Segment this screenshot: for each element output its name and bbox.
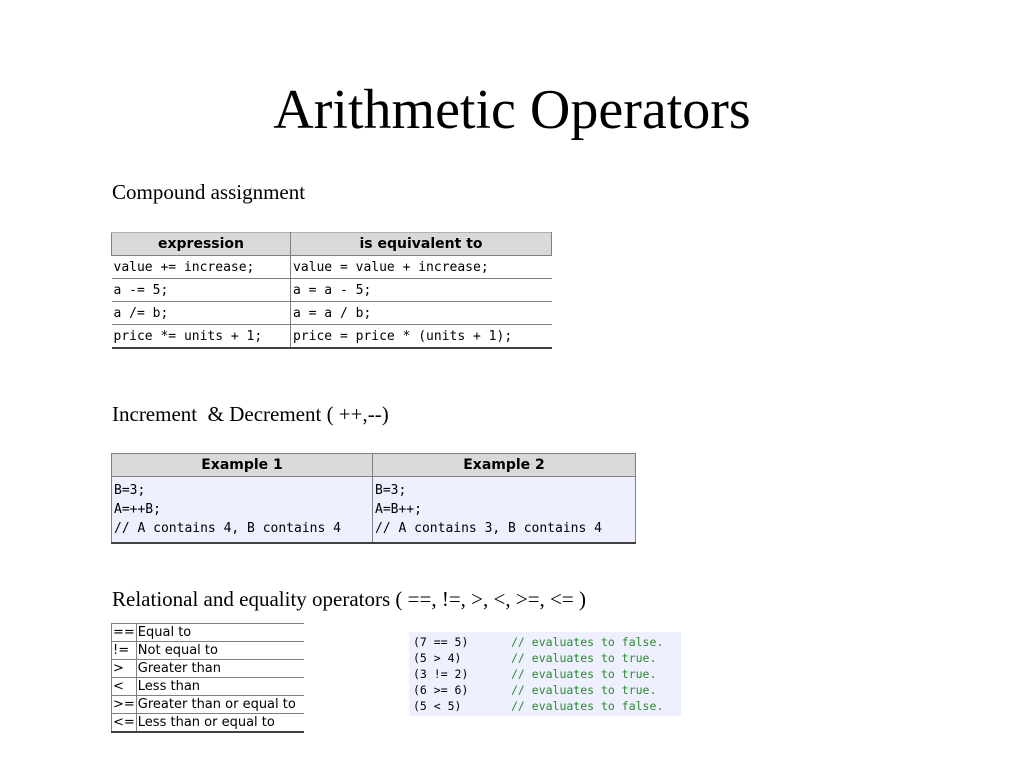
column-header-example-2: Example 2 — [373, 454, 636, 477]
operator-description: Equal to — [136, 624, 304, 642]
operator-symbol: == — [113, 625, 135, 640]
code-line: // A contains 4, B contains 4 — [114, 521, 341, 536]
code-line — [413, 634, 681, 650]
operator-description: Not equal to — [136, 642, 304, 660]
table-row — [112, 660, 304, 678]
code-line: A=B++; — [375, 502, 422, 517]
example-2-code — [373, 477, 636, 544]
code-line: B=3; — [375, 483, 407, 498]
table-header-row — [112, 233, 552, 256]
code-line — [413, 650, 681, 666]
table-row — [112, 325, 552, 349]
relational-code-example — [409, 632, 681, 716]
table-row — [112, 714, 304, 733]
expression-cell: a /= b; — [112, 302, 291, 325]
increment-decrement-table — [111, 453, 636, 544]
operator-description: Less than or equal to — [136, 714, 304, 733]
operator-symbol: > — [112, 660, 137, 678]
operator-symbol: < — [112, 678, 137, 696]
table-row — [112, 642, 304, 660]
column-header-equivalent: is equivalent to — [291, 233, 552, 256]
code-line: // A contains 3, B contains 4 — [375, 521, 602, 536]
code-comment: // evaluates to true. — [511, 683, 657, 697]
expression-cell: value += increase; — [112, 256, 291, 279]
operator-description: Less than — [136, 678, 304, 696]
code-expression: (6 >= 6) — [413, 683, 469, 697]
operator-symbol: != — [112, 642, 137, 660]
relational-operators-table — [111, 623, 304, 733]
code-line — [413, 698, 681, 714]
code-line: B=3; — [114, 483, 146, 498]
table-header-row — [112, 454, 636, 477]
compound-assignment-heading: Compound assignment — [112, 180, 306, 204]
code-expression: (7 == 5) — [413, 635, 469, 649]
example-1-code — [112, 477, 373, 544]
table-row — [112, 624, 304, 642]
code-comment: // evaluates to true. — [511, 667, 657, 681]
code-expression: (5 > 4) — [413, 651, 462, 665]
column-header-example-1: Example 1 — [112, 454, 373, 477]
table-row — [112, 279, 552, 302]
table-row — [112, 477, 636, 544]
code-expression: (3 != 2) — [413, 667, 469, 681]
equivalent-cell: a = a - 5; — [291, 279, 552, 302]
code-comment: // evaluates to false. — [511, 699, 664, 713]
operator-symbol: <= — [113, 715, 135, 730]
operator-symbol: >= — [113, 697, 135, 712]
equivalent-cell: value = value + increase; — [291, 256, 552, 279]
operator-description: Greater than — [136, 660, 304, 678]
increment-decrement-heading: Increment & Decrement ( ++,--) — [112, 402, 389, 426]
column-header-expression: expression — [112, 233, 291, 256]
equivalent-cell: a = a / b; — [291, 302, 552, 325]
code-line — [413, 666, 681, 682]
code-line — [413, 682, 681, 698]
table-row — [112, 302, 552, 325]
expression-cell: a -= 5; — [112, 279, 291, 302]
compound-assignment-table — [111, 232, 552, 349]
table-row — [112, 256, 552, 279]
code-comment: // evaluates to true. — [511, 651, 657, 665]
code-line: A=++B; — [114, 502, 161, 517]
equivalent-cell: price = price * (units + 1); — [291, 325, 552, 349]
relational-operators-heading: Relational and equality operators ( ==, !=, >, <, >=, <= ) — [112, 587, 586, 611]
code-expression: (5 < 5) — [413, 699, 462, 713]
code-comment: // evaluates to false. — [511, 635, 664, 649]
expression-cell: price *= units + 1; — [112, 325, 291, 349]
slide-title: Arithmetic Operators — [273, 79, 751, 141]
table-row — [112, 678, 304, 696]
operator-description: Greater than or equal to — [136, 696, 304, 714]
table-row — [112, 696, 304, 714]
